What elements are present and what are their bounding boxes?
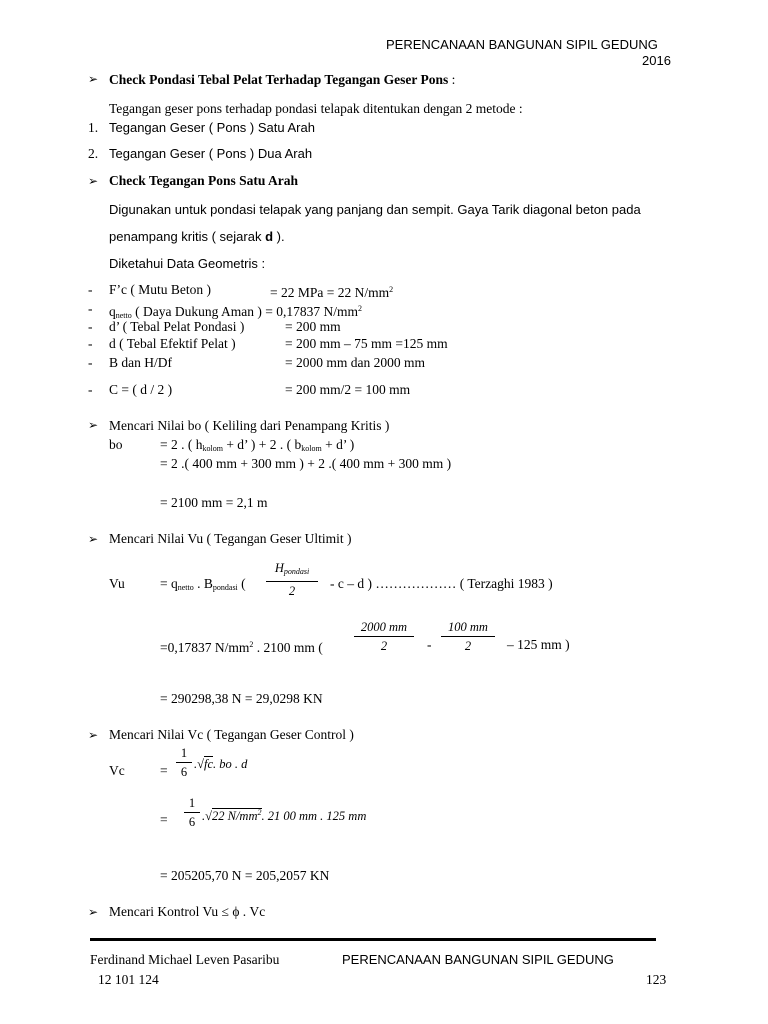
method-number: 2.	[88, 146, 99, 161]
vu-formula-tail: - c – d ) ……………… ( Terzaghi 1983 )	[330, 576, 553, 591]
list-dash: -	[88, 301, 93, 316]
fraction-h-pondasi: $H_{pondasi}$ 2	[266, 561, 318, 598]
geo-value-d1: = 200 mm	[285, 319, 341, 334]
list-dash: -	[88, 336, 93, 351]
bullet-arrow-icon: ➢	[88, 905, 99, 919]
geo-label-d: d ( Tebal Efektif Pelat )	[109, 336, 236, 351]
geo-label-fc: F’c ( Mutu Beton )	[109, 282, 211, 297]
geo-label-c: C = ( d / 2 )	[109, 382, 173, 397]
footer-nim: 12 101 124	[98, 972, 159, 987]
geo-label-b: B dan H/Df	[109, 355, 172, 370]
vc-heading: Mencari Nilai Vc ( Tegangan Geser Control )	[109, 727, 354, 742]
minus-sign: -	[427, 637, 432, 652]
bullet-arrow-icon: ➢	[88, 532, 99, 546]
list-dash: -	[88, 355, 93, 370]
method-number: 1.	[88, 120, 99, 135]
geo-label-d1: d’ ( Tebal Pelat Pondasi )	[109, 319, 245, 334]
fraction-one-sixth: $\frac{1}{6}$	[176, 746, 192, 779]
kontrol-heading: Mencari Kontrol Vu ≤ ϕ . Vc	[109, 904, 266, 919]
fraction-one-sixth: $\frac{1}{6}$	[184, 796, 200, 829]
bo-result: = 2100 mm = 2,1 m	[160, 495, 268, 510]
header-year: 2016	[642, 53, 671, 68]
footer-rule	[90, 938, 656, 941]
equals-sign: =	[160, 812, 168, 827]
intro-text: Tegangan geser pons terhadap pondasi telapak ditentukan dengan 2 metode :	[109, 101, 523, 116]
section-heading-pons: Check Pondasi Tebal Pelat Terhadap Tegangan Geser Pons :	[109, 72, 456, 87]
paragraph-line: Digunakan untuk pondasi telapak yang panjang dan sempit. Gaya Tarik diagonal beton pada	[109, 202, 641, 217]
section-heading-satu-arah: Check Tegangan Pons Satu Arah	[109, 173, 299, 188]
fraction-2000: $\frac{2000 mm}{2}$	[354, 620, 414, 653]
bo-heading: Mencari Nilai bo ( Keliling dari Penampang Kritis )	[109, 418, 390, 433]
list-dash: -	[88, 382, 93, 397]
bullet-arrow-icon: ➢	[88, 728, 99, 742]
list-dash: -	[88, 282, 93, 297]
fraction-100: $\frac{100 mm}{2}$	[441, 620, 495, 653]
header-title: PERENCANAAN BANGUNAN SIPIL GEDUNG	[386, 37, 658, 52]
bullet-arrow-icon: ➢	[88, 174, 99, 188]
bullet-arrow-icon: ➢	[88, 418, 99, 432]
bullet-arrow-icon: ➢	[88, 72, 99, 86]
list-dash: -	[88, 319, 93, 334]
vu-label: Vu	[109, 576, 125, 591]
vu-result: = 290298,38 N = 29,0298 KN	[160, 691, 323, 706]
vu-substitution-tail: – 125 mm )	[507, 637, 570, 652]
vu-heading: Mencari Nilai Vu ( Tegangan Geser Ultimit )	[109, 531, 352, 546]
vu-substitution: =0,17837 $N/mm^2$ . 2100 mm (	[160, 640, 323, 655]
paragraph-line: penampang kritis ( sejarak d ).	[109, 229, 285, 244]
geo-value-b: = 2000 mm dan 2000 mm	[285, 355, 425, 370]
vu-formula-part: = $q_{netto}$ . $B_{pondasi}$ (	[160, 576, 246, 592]
vc-label: Vc	[109, 763, 125, 778]
vc-substitution: .√22 $N/mm^2$. 21 00 mm . 125 mm	[202, 808, 367, 823]
known-data-title: Diketahui Data Geometris :	[109, 256, 266, 271]
geo-value-fc: = 22 MPa = 22 $N/mm^2$	[270, 285, 394, 300]
footer-title: PERENCANAAN BANGUNAN SIPIL GEDUNG	[342, 952, 614, 967]
geo-q-netto: $q_{netto}$ ( Daya Dukung Aman ) = 0,17837 $N/mm^2$	[109, 304, 362, 320]
bo-formula: = 2 . ( $h_{kolom} + d$’ ) + 2 . ( $b_{kolom} + d$’ )	[160, 437, 355, 453]
method-item: Tegangan Geser ( Pons ) Dua Arah	[109, 146, 313, 161]
bo-substitution: = 2 .( 400 mm + 300 mm ) + 2 .( 400 mm + 300 mm )	[160, 456, 452, 471]
footer-page-number: 123	[646, 972, 667, 987]
geo-value-c: = 200 mm/2 = 100 mm	[285, 382, 411, 397]
method-item: Tegangan Geser ( Pons ) Satu Arah	[109, 120, 315, 135]
equals-sign: =	[160, 763, 168, 778]
geo-value-d: = 200 mm – 75 mm =125 mm	[285, 336, 448, 351]
vc-formula: .√fc. bo . d	[194, 757, 248, 771]
footer-author: Ferdinand Michael Leven Pasaribu	[90, 952, 280, 967]
bo-label: bo	[109, 437, 123, 452]
vc-result: = 205205,70 N = 205,2057 KN	[160, 868, 330, 883]
